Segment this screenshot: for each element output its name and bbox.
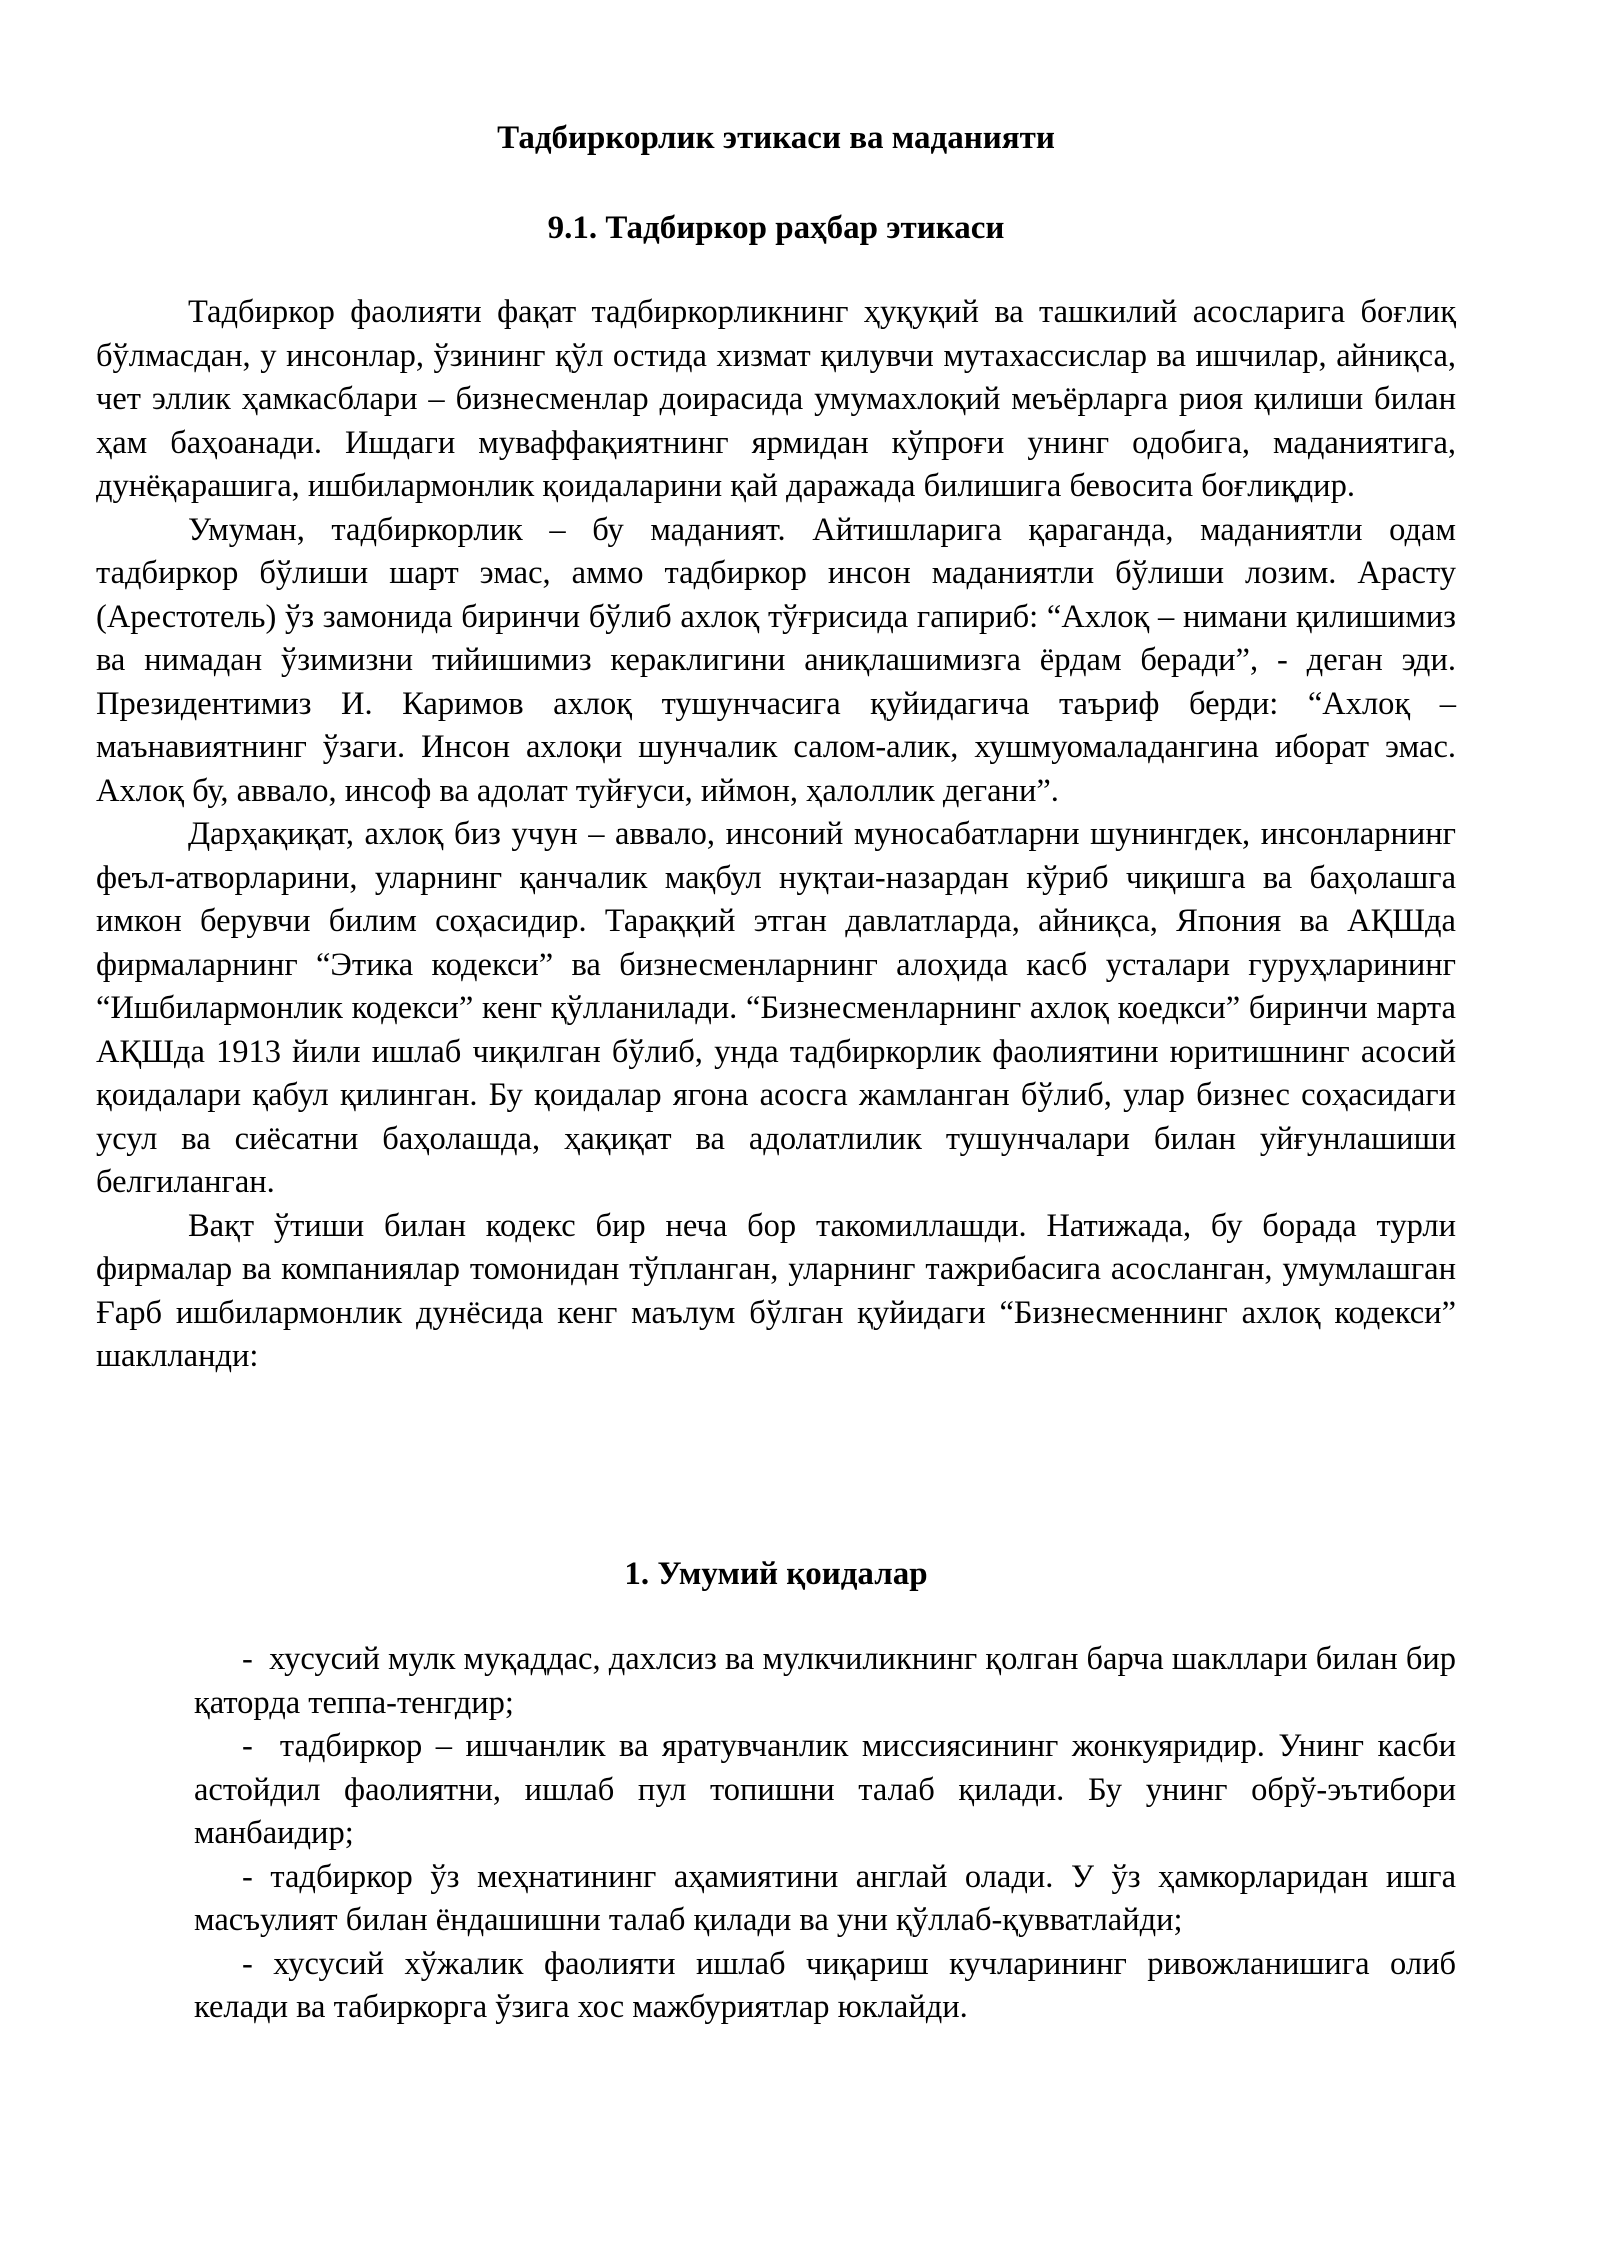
list-item bbox=[194, 1856, 1456, 1943]
list-marker: - bbox=[242, 1641, 253, 1677]
list-item bbox=[194, 1725, 1456, 1856]
rules-list bbox=[194, 1638, 1456, 2030]
list-marker: - bbox=[242, 1858, 253, 1895]
section-heading: 1. Умумий қоидалар bbox=[624, 1556, 928, 1592]
list-marker: - bbox=[242, 1945, 253, 1982]
body-text bbox=[96, 291, 1456, 1379]
paragraph: Умуман, тадбиркорлик – бу маданият. Айтишларига қараганда, маданиятли одам тадбиркор бўлиши шарт эмас, аммо тадбиркор инсон маданиятли бўлиши лозим. Арасту (Арестотель) ўз замонида биринчи бўлиб ахлоқ тўғрисида гапириб: “Ахлоқ – нимани қилишимиз ва нимадан ўзимизни тийишимиз кераклигини аниқлашимизга ёрдам беради”, - деган эди. Президентимиз И. Каримов ахлоқ тушунчасига қуйидагича таъриф берди: “Ахлоқ – маънавиятнинг ўзаги. Инсон ахлоқи шунчалик салом-алик, хушмуомаладангина иборат эмас. Ахлоқ бу, аввало, инсоф ва адолат туйғуси, иймон, ҳалоллик дегани”. bbox=[96, 511, 1456, 809]
list-item-text: хусусий хўжалик фаолияти ишлаб чиқариш кучларининг ривожланишига олиб келади ва табиркорга ўзига хос мажбуриятлар юклайди. bbox=[194, 1945, 1456, 2025]
list-item bbox=[194, 1638, 1456, 1725]
list-marker: - bbox=[242, 1728, 253, 1764]
list-item-text: тадбиркор – ишчанлик ва яратувчанлик миссиясининг жонкуяридир. Унинг касби астойдил фаолиятни, ишлаб пул топишни талаб қилади. Бу унинг обрў-эътибори манбаидир; bbox=[194, 1728, 1457, 1851]
list-item bbox=[194, 1943, 1456, 2030]
section-subtitle: 9.1. Тадбиркор раҳбар этикаси bbox=[547, 210, 1005, 246]
paragraph: Дарҳақиқат, ахлоқ биз учун – аввало, инсоний муносабатларни шунингдек, инсонларнинг феъл-атворларини, уларнинг қанчалик мақбул нуқтаи-назардан кўриб чиқишга ва баҳолашга имкон берувчи билим соҳасидир. Тараққий этган давлатларда, айниқса, Япония ва АҚШда фирмаларнинг “Этика кодекси” ва бизнесменларнинг алоҳида касб усталари гуруҳларининг “Ишбилармонлик кодекси” кенг қўлланилади. “Бизнесменларнинг ахлоқ коедкси” биринчи марта АҚШда 1913 йили ишлаб чиқилган бўлиб, унда тадбиркорлик фаолиятини юритишнинг асосий қоидалари қабул қилинган. Бу қоидалар ягона асосга жамланган бўлиб, улар бизнес соҳасидаги усул ва сиёсатни баҳолашда, ҳақиқат ва адолатлилик тушунчалари билан уйғунлашиши белгиланган. bbox=[96, 816, 1456, 1200]
document-title: Тадбиркорлик этикаси ва маданияти bbox=[497, 120, 1055, 156]
list-item-text: хусусий мулк муқаддас, дахлсиз ва мулкчиликнинг қолган барча шакллари билан бир қаторда теппа-тенгдир; bbox=[194, 1641, 1456, 1721]
paragraph: Тадбиркор фаолияти фақат тадбиркорликнинг ҳуқуқий ва ташкилий асосларига боғлиқ бўлмасдан, у инсонлар, ўзининг қўл остида хизмат қилувчи мутахассислар ва ишчилар, айниқса, чет эллик ҳамкасблари – бизнесменлар доирасида умумахлоқий меъёрларга риоя қилиши билан ҳам баҳоанади. Ишдаги муваффақиятнинг ярмидан кўпроғи унинг одобига, маданиятига, дунёқарашига, ишбилармонлик қоидаларини қай даражада билишига бевосита боғлиқдир. bbox=[96, 294, 1456, 504]
paragraph: Вақт ўтиши билан кодекс бир неча бор такомиллашди. Натижада, бу борада турли фирмалар ва компаниялар томонидан тўпланган, уларнинг тажрибасига асосланган, умумлашган Ғарб ишбилармонлик дунёсида кенг маълум бўлган қуйидаги “Бизнесменнинг ахлоқ кодекси” шаклланди: bbox=[96, 1207, 1456, 1374]
list-item-text: тадбиркор ўз меҳнатининг аҳамиятини англай олади. У ўз ҳамкорларидан ишга масъулият билан ёндашишни талаб қилади ва уни қўллаб-қувватлайди; bbox=[194, 1858, 1457, 1938]
